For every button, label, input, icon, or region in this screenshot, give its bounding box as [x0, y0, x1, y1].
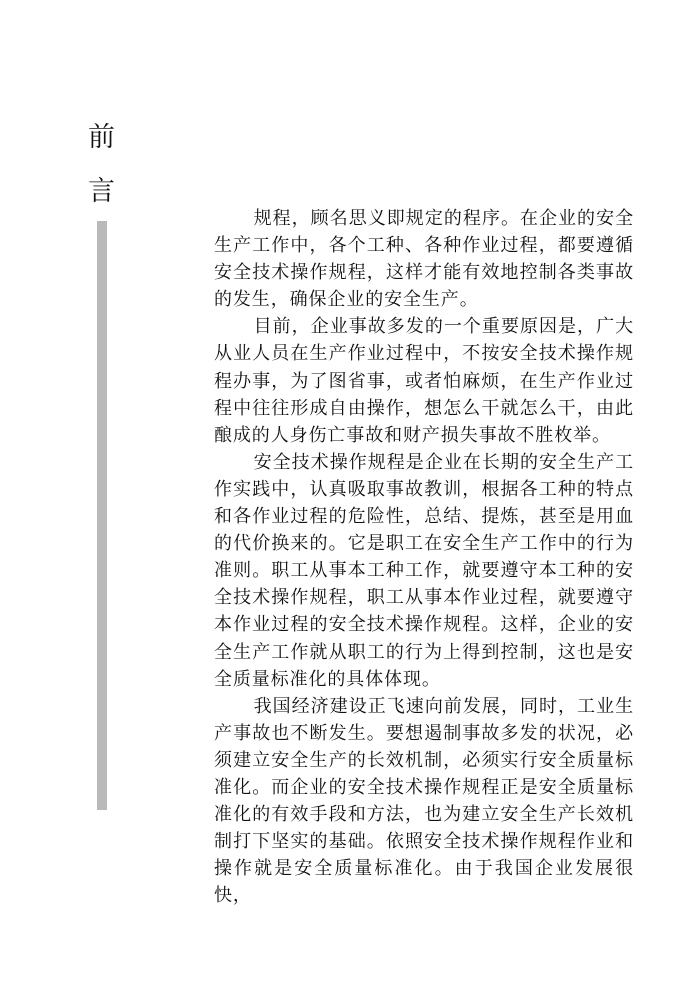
paragraph-1: 规程，顾名思义即规定的程序。在企业的安全生产工作中，各个工种、各种作业过程，都要遵循安全技术操作规程，这样才能有效地控制各类事故的发生，确保企业的安全生产。 [214, 208, 634, 311]
heading-char-yan: 言 [88, 176, 115, 207]
decorative-side-bar [97, 221, 107, 810]
paragraph-3: 安全技术操作规程是企业在长期的安全生产工作实践中，认真吸取事故教训，根据各工种的特点和各作业过程的危险性，总结、提炼，甚至是用血的代价换来的。它是职工在安全生产工作中的行为准则。职工从事本工种工作，就要遵守本工种的安全技术操作规程，职工从事本作业过程，就要遵守本作业过程的安全技术操作规程。这样，企业的安全生产工作就从职工的行为上得到控制，这也是安全质量标准化的具体体现。 [214, 451, 634, 690]
paragraph-2: 目前，企业事故多发的一个重要原因是，广大从业人员在生产作业过程中，不按安全技术操作规程办事，为了图省事，或者怕麻烦，在生产作业过程中往往形成自由操作，想怎么干就怎么干，由此酿成的人身伤亡事故和财产损失事故不胜枚举。 [214, 316, 634, 446]
heading-char-qian: 前 [88, 122, 115, 153]
body-text [214, 205, 634, 909]
paragraph-4: 我国经济建设正飞速向前发展，同时，工业生产事故也不断发生。要想遏制事故多发的状况，必须建立安全生产的长效机制，必须实行安全质量标准化。而企业的安全技术操作规程正是安全质量标准化的有效手段和方法，也为建立安全生产长效机制打下坚实的基础。依照安全技术操作规程作业和操作就是安全质量标准化。由于我国企业发展很快， [214, 695, 634, 907]
